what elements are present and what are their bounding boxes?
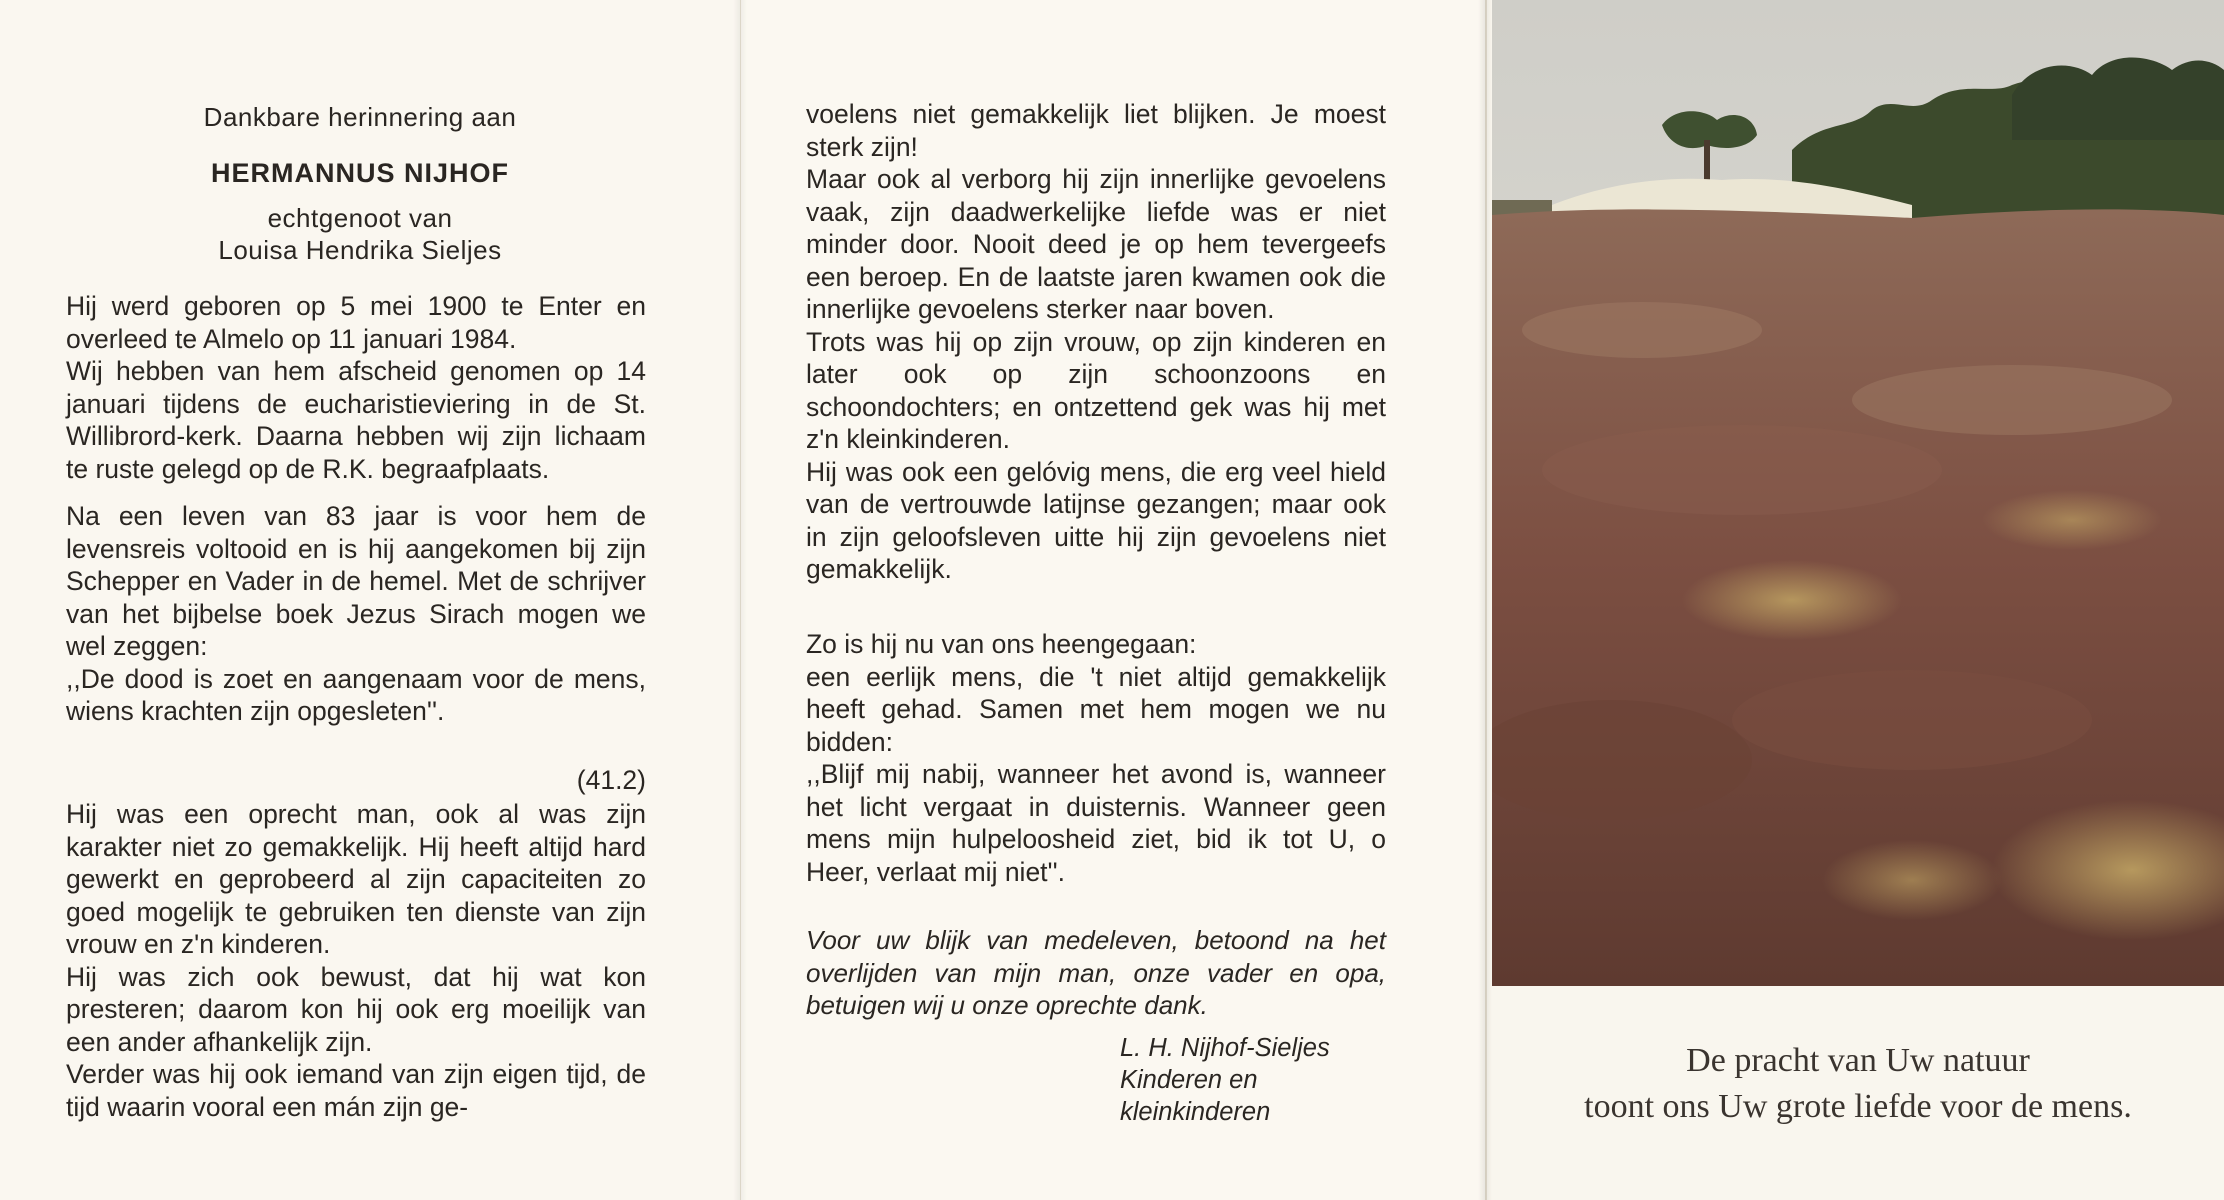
- feelings-paragraph: voelens niet gemakkelijk liet blijken. Je moest sterk zijn! Maar ook al verborg hij zijn innerlijke gevoelens vaak, zijn daadwerkelijke liefde was er niet minder door. Nooit deed je op hem tevergeefs een beroep. En de laatste jaren kwamen ook die innerlijke gevoelens sterker naar boven. Trots was hij op zijn vrouw, op zijn kinderen en later ook op zijn schoonzoons en schoondochters; en ontzettend gek was hij met z'n kleinkinderen. Hij was ook een gelóvig mens, die erg veel hield van de vertrouwde latijnse gezangen; maar ook in zijn geloofsleven uitte hij zijn gevoelens niet gemakkelijk.: [806, 99, 1386, 584]
- card-fold-left: [733, 0, 747, 1200]
- birth-death-paragraph: Hij werd geboren op 5 mei 1900 te Enter en overleed te Almelo op 11 januari 1984. Wij hebben van hem afscheid genomen op 14 januari tijdens de eucharistieviering in de St. Willibrord-kerk. Daarna hebben wij zijn lichaam te ruste gelegd op de R.K. begraafplaats.: [66, 291, 646, 484]
- spouse-label: echtgenoot van: [267, 203, 453, 233]
- card-panel-left: [0, 0, 740, 1200]
- landscape-image: [1492, 0, 2224, 986]
- deceased-name: HERMANNUS NIJHOF: [210, 158, 509, 188]
- family-signature: L. H. Nijhof-Sieljes Kinderen en kleinkinderen: [1120, 1034, 1330, 1126]
- card-fold-right: [1478, 0, 1492, 1200]
- thanks-note: Voor uw blijk van medeleven, betoond na het overlijden van mijn man, onze vader en opa, betuigen wij u onze oprechte dank.: [806, 925, 1386, 1020]
- life-paragraph: Na een leven van 83 jaar is voor hem de levensreis voltooid en is hij aangekomen bij zijn Schepper en Vader in de hemel. Met de schrijver van het bijbelse boek Jezus Sirach mogen we wel zeggen: ,,De dood is zoet en aangenaam voor de mens, wiens krachten zijn opgesleten''.: [66, 501, 646, 726]
- scripture-reference: (41.2): [576, 765, 646, 795]
- spouse-name: Louisa Hendrika Sieljes: [218, 235, 502, 265]
- heathland-landscape-photo: [1492, 0, 2224, 986]
- intro-line: Dankbare herinnering aan: [203, 102, 517, 132]
- photo-caption: De pracht van Uw natuur toont ons Uw grote liefde voor de mens.: [1584, 1042, 2132, 1125]
- character-paragraph: Hij was een oprecht man, ook al was zijn karakter niet zo gemakkelijk. Hij heeft altijd hard gewerkt en geprobeerd al zijn capaciteiten zo goed mogelijk te gebruiken ten dienste van zijn vrouw en z'n kinderen. Hij was zich ook bewust, dat hij wat kon presteren; daarom kon hij ook erg moeilijk van een ander afhankelijk zijn. Verder was hij ook iemand van zijn eigen tijd, de tijd waarin vooral een mán zijn ge-: [66, 799, 646, 1122]
- prayer-paragraph: Zo is hij nu van ons heengegaan: een eerlijk mens, die 't niet altijd gemakkelijk heeft gehad. Samen met hem mogen we nu bidden: ,,Blijf mij nabij, wanneer het avond is, wanneer het licht vergaat in duisternis. Wanneer geen mens mijn hulpeloosheid ziet, bid ik tot U, o Heer, verlaat mij niet''.: [806, 629, 1386, 887]
